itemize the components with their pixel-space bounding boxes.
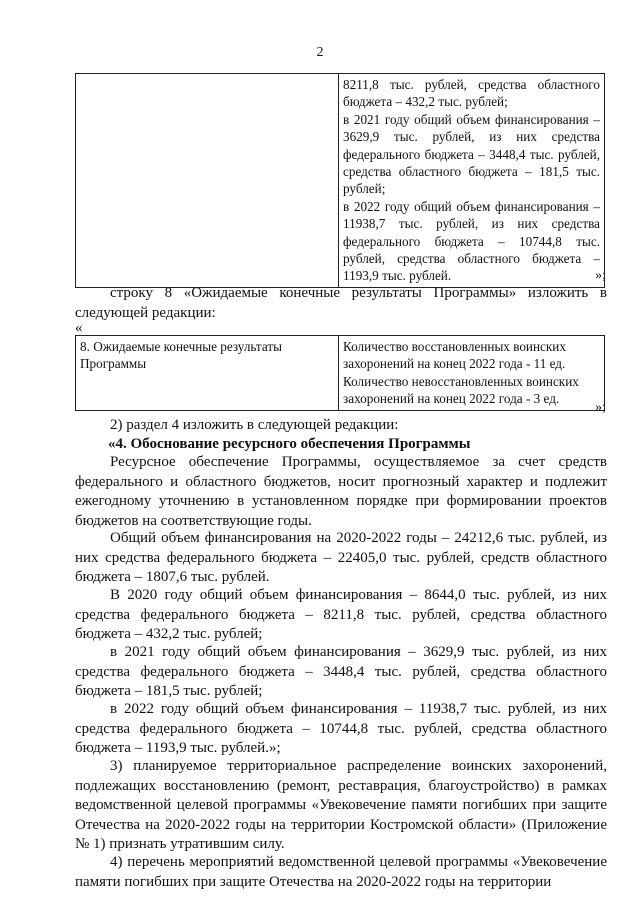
paragraph-item-3: 3) планируемое территориальное распределение воинских захоронений, подлежащих восстановлению (ремонт, реставрация, благоустройство) в рамках ведомственной целевой программы «Увековечение памяти погибших при защите Отечества на 2020-2022 годы на территории Костромской области» (Приложение № 1) признать утратившим силу. (75, 758, 607, 852)
paragraph-2021: в 2021 году общий объем финансирования – 3629,9 тыс. рублей, из них средства федерального бюджета – 3448,4 тыс. рублей, средства областного бюджета – 181,5 тыс. рублей; (75, 644, 607, 699)
table1-empty-cell (76, 74, 339, 288)
page-number: 2 (316, 45, 324, 60)
table1-line: в 2021 году общий объем финансирования – 3629,9 тыс. рублей, из них средства федерального бюджета – 3448,4 тыс. рублей, средства областного бюджета – 181,5 тыс. рублей; (343, 111, 600, 197)
paragraph-total: Общий объем финансирования на 2020-2022 годы – 24212,6 тыс. рублей, из них средства федерального бюджета – 22405,0 тыс. рублей, средств областного бюджета – 1807,6 тыс. рублей. (75, 530, 607, 585)
closing-quote-2: »; (595, 400, 606, 415)
paragraph-2020: В 2020 году общий объем финансирования – 8644,0 тыс. рублей, из них средства федерального бюджета – 8211,8 тыс. рублей, средства областного бюджета – 432,2 тыс. рублей; (75, 587, 607, 642)
row8-instruction: строку 8 «Ожидаемые конечные результаты Программы» изложить в следующей редакции: (75, 285, 607, 321)
financing-table-continuation (75, 73, 605, 288)
table2-label-cell: 8. Ожидаемые конечные результаты Программы (76, 336, 339, 411)
paragraph-item-4: 4) перечень мероприятий ведомственной целевой программы «Увековечение памяти погибших при защите Отечества на 2020-2022 годы на территории (75, 854, 607, 890)
table2-line: Количество восстановленных воинских захоронений на конец 2022 года - 11 ед. (343, 339, 566, 372)
section-heading: «4. Обоснование ресурсного обеспечения Программы (108, 436, 471, 452)
table2-line: Количество невосстановленных воинских захоронений на конец 2022 года - 3 ед. (343, 373, 579, 407)
expected-results-table (75, 335, 605, 411)
table1-value-cell (339, 74, 605, 288)
opening-quote: « (75, 320, 83, 336)
table1-line: в 2022 году общий объем финансирования – 11938,7 тыс. рублей, из них средства федерального бюджета – 10744,8 тыс. рублей, средства областного бюджета – 1193,9 тыс. рублей. (343, 198, 600, 284)
table1-line: 8211,8 тыс. рублей, средства областного бюджета – 432,2 тыс. рублей; (343, 77, 600, 110)
table2-value-cell (339, 336, 605, 411)
paragraph-2022: в 2022 году общий объем финансирования – 11938,7 тыс. рублей, из них средства федерального бюджета – 10744,8 тыс. рублей, средства областного бюджета – 1193,9 тыс. рублей.»; (75, 701, 607, 756)
item-2: 2) раздел 4 изложить в следующей редакции: (110, 417, 399, 433)
closing-quote-1: »; (595, 268, 606, 283)
paragraph-resources: Ресурсное обеспечение Программы, осуществляемое за счет средств федерального и областного бюджетов, носит прогнозный характер и подлежит ежегодному уточнению в установленном порядке при формировании проектов бюджетов на соответствующие годы. (75, 454, 607, 529)
